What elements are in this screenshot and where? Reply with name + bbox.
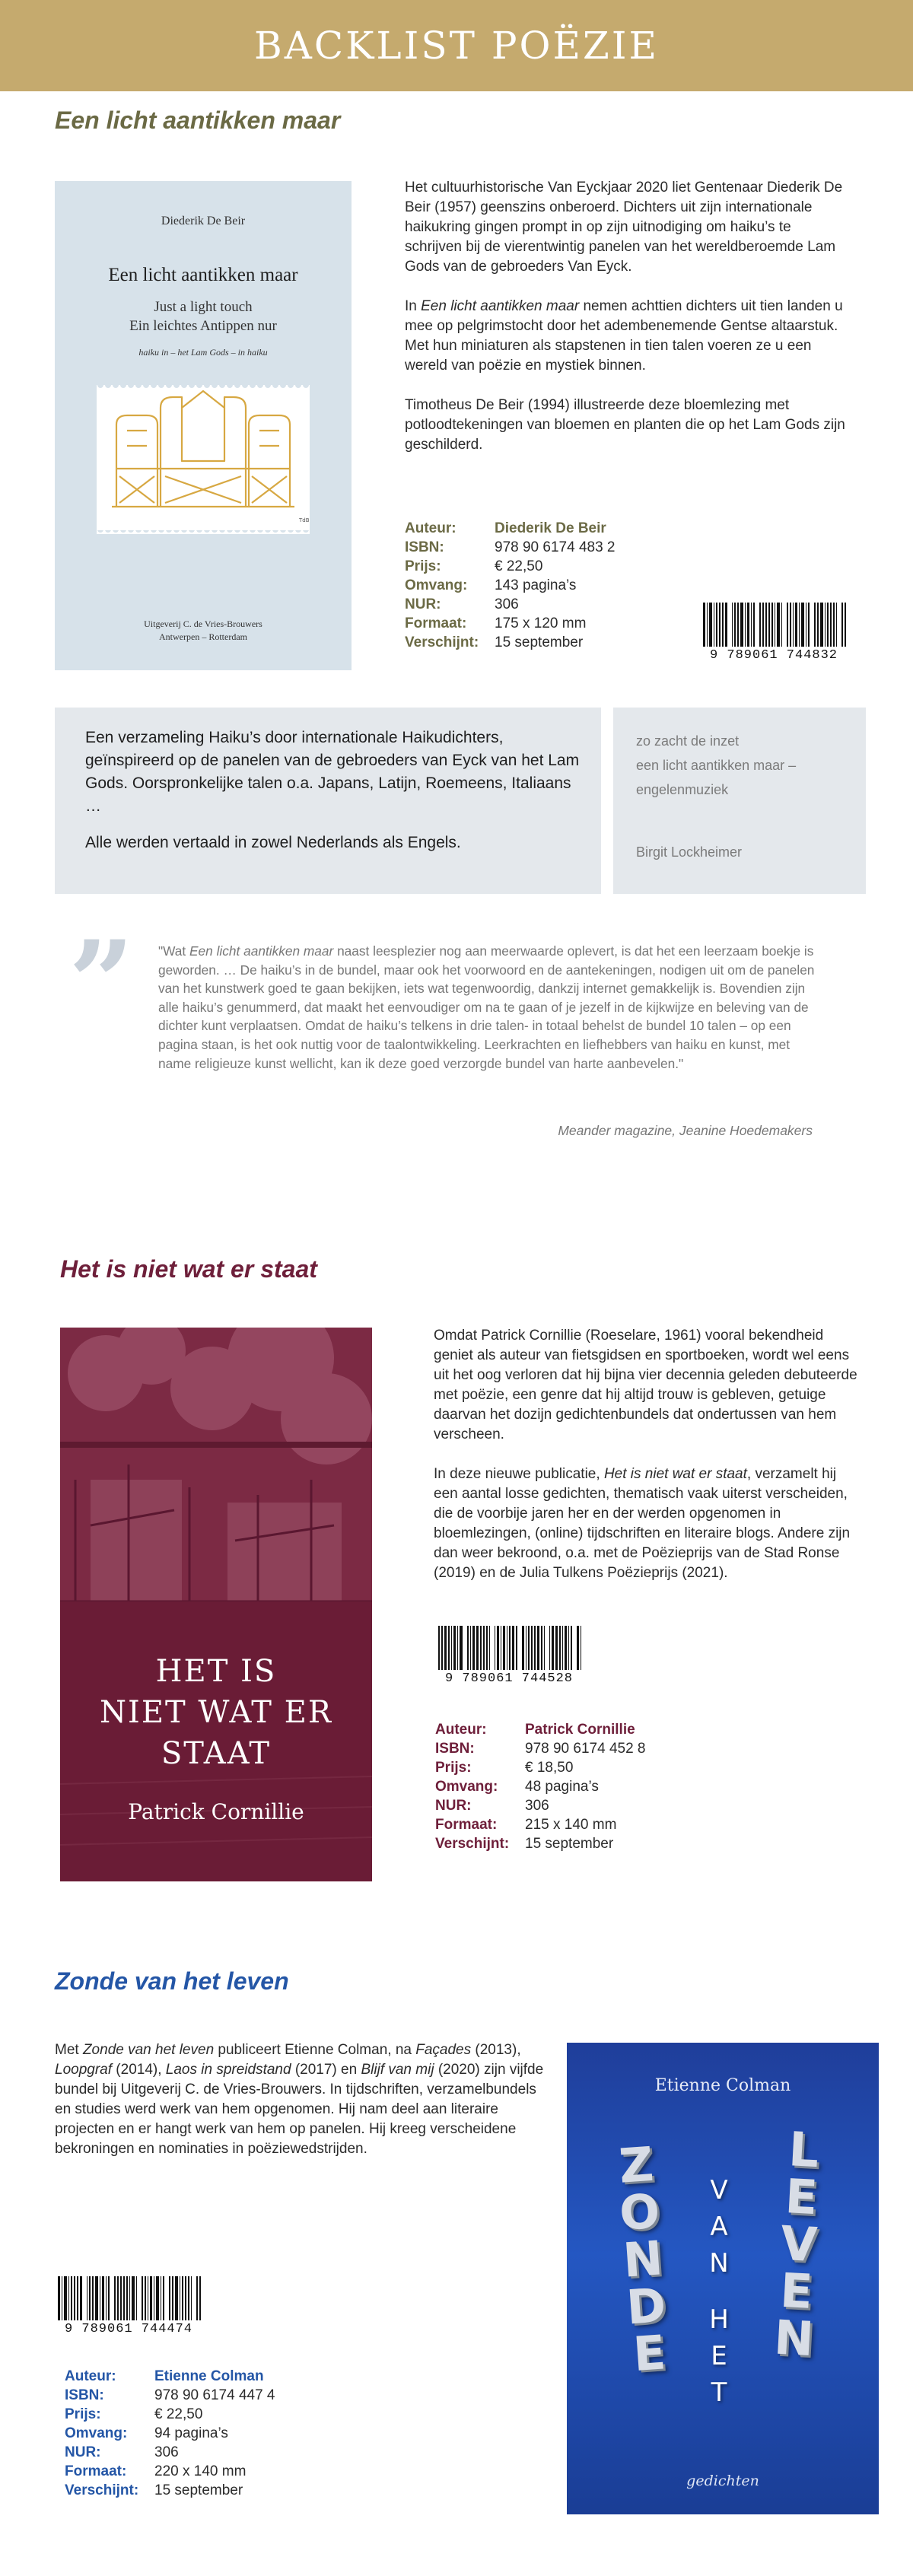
- book2-barcode: [435, 1626, 583, 1686]
- book3-cover-author: Etienne Colman: [654, 2076, 791, 2095]
- barcode-number: 9 789061 744528: [444, 1671, 574, 1686]
- book3-meta-table: [65, 2367, 275, 2500]
- altarpiece-illustration: [97, 385, 310, 534]
- review-quote: "Wat Een licht aantikken maar naast leesplezier nog aan meerwaarde oplevert, is dat het een leerzaam boekje is geworden. … De haiku’s in de bundel, maar ook het voorwoord en de aantekeningen, nodigen uit om de panelen van het kunstwerk goed te gaan bekijken, iets wat tegenwoordig, dankzij internet gemakkelijk is. Bovendien zijn alle haiku’s genummerd, dat maakt het eenvoudiger om na te gaan of je jezelf in de kijkwijze en beleving van de dichter kunt verplaatsen. Omdat de haiku’s telkens in drie talen- in totaal behelst de bundel 10 talen – op een pagina staan, is het ook nuttig voor de taalontwikkeling. Leerkrachten en liefhebbers van haiku en kunst, met name religieuze kunst wellicht, kan ik deze goed verzorgde bundel van harte aanbevelen.": [158, 943, 815, 1071]
- meta-row: Verschijnt: 15 september: [65, 2482, 243, 2498]
- haiku-box: [613, 708, 866, 894]
- book1-paragraph-2: In Een licht aantikken maar nemen achttien dichters uit tien landen u mee op pelgrimstocht door het adembenemende Gentse altaarstuk. Met hun miniaturen als stapstenen in tien talen voeren ze u een wereld van poëzie en mystiek binnen.: [405, 298, 843, 374]
- meta-row: Omvang: 143 pagina’s: [405, 577, 577, 593]
- book1-cover-publisher: Uitgeverij C. de Vries-Brouwers: [144, 619, 262, 629]
- book1-paragraph-3: Timotheus De Beir (1994) illustreerde deze bloemlezing met potloodtekeningen van bloemen en planten die op het Lam Gods zijn geschilderd.: [405, 397, 845, 453]
- book2-cover-title: HET IS NIET WAT ER STAAT: [100, 1654, 332, 1771]
- book2-cover-photo: [60, 1328, 372, 1881]
- haiku-author: Birgit Lockheimer: [636, 844, 743, 860]
- barcode-number: 9 789061 744474: [64, 2322, 193, 2336]
- book3-cover-word-het: HET: [709, 2304, 729, 2408]
- meta-row: Prijs: € 22,50: [65, 2406, 203, 2422]
- quote-mark-icon: ”: [68, 916, 135, 1050]
- book2-cover-author: Patrick Cornillie: [128, 1799, 304, 1824]
- book3-paragraph: Met Zonde van het leven publiceert Etienne Colman, na Façades (2013), Loopgraf (2014), Laos in spreidstand (2017) en Blijf van mij (2020) zijn vijfde bundel bij Uitgeverij C. de Vries-Brouwers. In tijdschriften, verzamelbundels en studies werd werk van hem opgenomen. Hij nam deel aan literaire projecten en er hangt werk van hem op panelen. Hij kreeg verscheidene bekroningen en nominaties in poëziewedstrijden.: [55, 2042, 544, 2157]
- header-bar: [0, 0, 913, 91]
- barcode-bars: [700, 603, 848, 647]
- meta-row: NUR: 306: [405, 596, 519, 612]
- book2-cover: [60, 1328, 372, 1881]
- barcode-bars: [435, 1626, 583, 1670]
- meta-row: NUR: 306: [435, 1798, 549, 1814]
- review-source: Meander magazine, Jeanine Hoedemakers: [558, 1123, 813, 1138]
- book1-description: [405, 178, 850, 475]
- section-title-book2: Het is niet wat er staat: [60, 1255, 317, 1283]
- book3-barcode: [55, 2276, 202, 2336]
- book3-cover-genre: gedichten: [686, 2473, 759, 2489]
- meta-row: Prijs: € 22,50: [405, 558, 543, 574]
- meta-row: Formaat: 175 x 120 mm: [405, 615, 587, 631]
- book1-cover-publisher-city: Antwerpen – Rotterdam: [159, 631, 247, 642]
- book1-info-translation: Alle werden vertaald in zowel Nederlands als Engels.: [85, 834, 461, 851]
- book1-barcode: [700, 603, 848, 663]
- meta-row: ISBN: 978 90 6174 483 2: [405, 539, 616, 555]
- barcode-number: 9 789061 744832: [709, 648, 838, 663]
- book1-cover-tagline: haiku in – het Lam Gods – in haiku: [138, 347, 268, 358]
- book1-meta-table: [405, 519, 616, 652]
- book1-cover-subtitle-de: Ein leichtes Antippen nur: [129, 318, 277, 334]
- section-title-book3: Zonde van het leven: [55, 1967, 289, 1995]
- meta-row: Omvang: 94 pagina’s: [65, 2425, 228, 2441]
- meta-row: Verschijnt: 15 september: [435, 1836, 614, 1852]
- meta-row: Prijs: € 18,50: [435, 1760, 574, 1776]
- haiku-poem: zo zacht de inzet een licht aantikken maar – engelenmuziek: [636, 733, 797, 797]
- book1-cover-author: Diederik De Beir: [161, 215, 246, 227]
- meta-row: ISBN: 978 90 6174 452 8: [435, 1741, 646, 1757]
- book2-paragraph-2: In deze nieuwe publicatie, Het is niet wat er staat, verzamelt hij een aantal losse gedichten, thematisch vaak uiterst verscheiden, die de voorbije jaren her en der werden opgenomen in bloemlezingen, (online) tijdschriften en literaire blogs. Andere zijn dan weer bekroond, o.a. met de Poëzieprijs van de Stad Ronse (2019) en de Julia Tulkens Poëzieprijs (2021).: [434, 1466, 851, 1581]
- meta-row: Formaat: 215 x 140 mm: [435, 1817, 617, 1833]
- book2-description: [434, 1326, 860, 1603]
- page-title: BACKLIST POËZIE: [253, 24, 660, 68]
- meta-row: Omvang: 48 pagina’s: [435, 1779, 599, 1795]
- svg-text:TdB: TdB: [299, 517, 310, 523]
- book1-cover-title: Een licht aantikken maar: [108, 265, 298, 285]
- meta-row: Auteur: Diederik De Beir: [405, 520, 606, 536]
- book3-cover: [567, 2043, 879, 2514]
- book1-info-text: Een verzameling Haiku’s door internationale Haikudichters, geïnspireerd op de panelen van de gebroeders van Eyck van het Lam Gods. Oorspronkelijke talen o.a. Japans, Latijn, Roemeens, Italiaans …: [85, 729, 580, 815]
- section-title-book1: Een licht aantikken maar: [55, 107, 341, 134]
- book3-cover-word-leven: LEVEN: [772, 2121, 821, 2368]
- book3-description: [55, 2040, 549, 2179]
- meta-row: ISBN: 978 90 6174 447 4: [65, 2387, 275, 2403]
- meta-row: NUR: 306: [65, 2444, 179, 2460]
- book1-cover-subtitle-en: Just a light touch: [154, 299, 253, 315]
- meta-row: Verschijnt: 15 september: [405, 634, 584, 650]
- meta-row: Auteur: Patrick Cornillie: [435, 1722, 635, 1738]
- book1-info-box: [55, 708, 601, 894]
- book3-cover-word-zonde: ZONDE: [617, 2136, 668, 2383]
- meta-row: Formaat: 220 x 140 mm: [65, 2463, 247, 2479]
- meta-row: Auteur: Etienne Colman: [65, 2368, 264, 2384]
- book2-paragraph-1: Omdat Patrick Cornillie (Roeselare, 1961) vooral bekendheid geniet als auteur van fietsgidsen en sportboeken, wordt wel eens uit het oog verloren dat hij bijna vier decennia geleden debuteerde met poëzie, een genre dat hij altijd trouw is gebleven, getuige daarvan het dozijn gedichtenbundels dat ondertussen van hem verscheen.: [434, 1328, 857, 1442]
- book3-cover-word-van: VAN: [709, 2175, 729, 2279]
- book2-meta-table: [435, 1720, 646, 1853]
- book1-cover: [55, 181, 352, 670]
- barcode-bars: [55, 2276, 202, 2320]
- book1-paragraph-1: Het cultuurhistorische Van Eyckjaar 2020 liet Gentenaar Diederik De Beir (1957) geenszins onberoerd. Dichters uit zijn internationale haikukring gingen prompt in op zijn uitnodiging om haiku’s te schrijven bij de vierentwintig panelen van het wereldberoemde Lam Gods van de gebroeders Van Eyck.: [405, 180, 843, 275]
